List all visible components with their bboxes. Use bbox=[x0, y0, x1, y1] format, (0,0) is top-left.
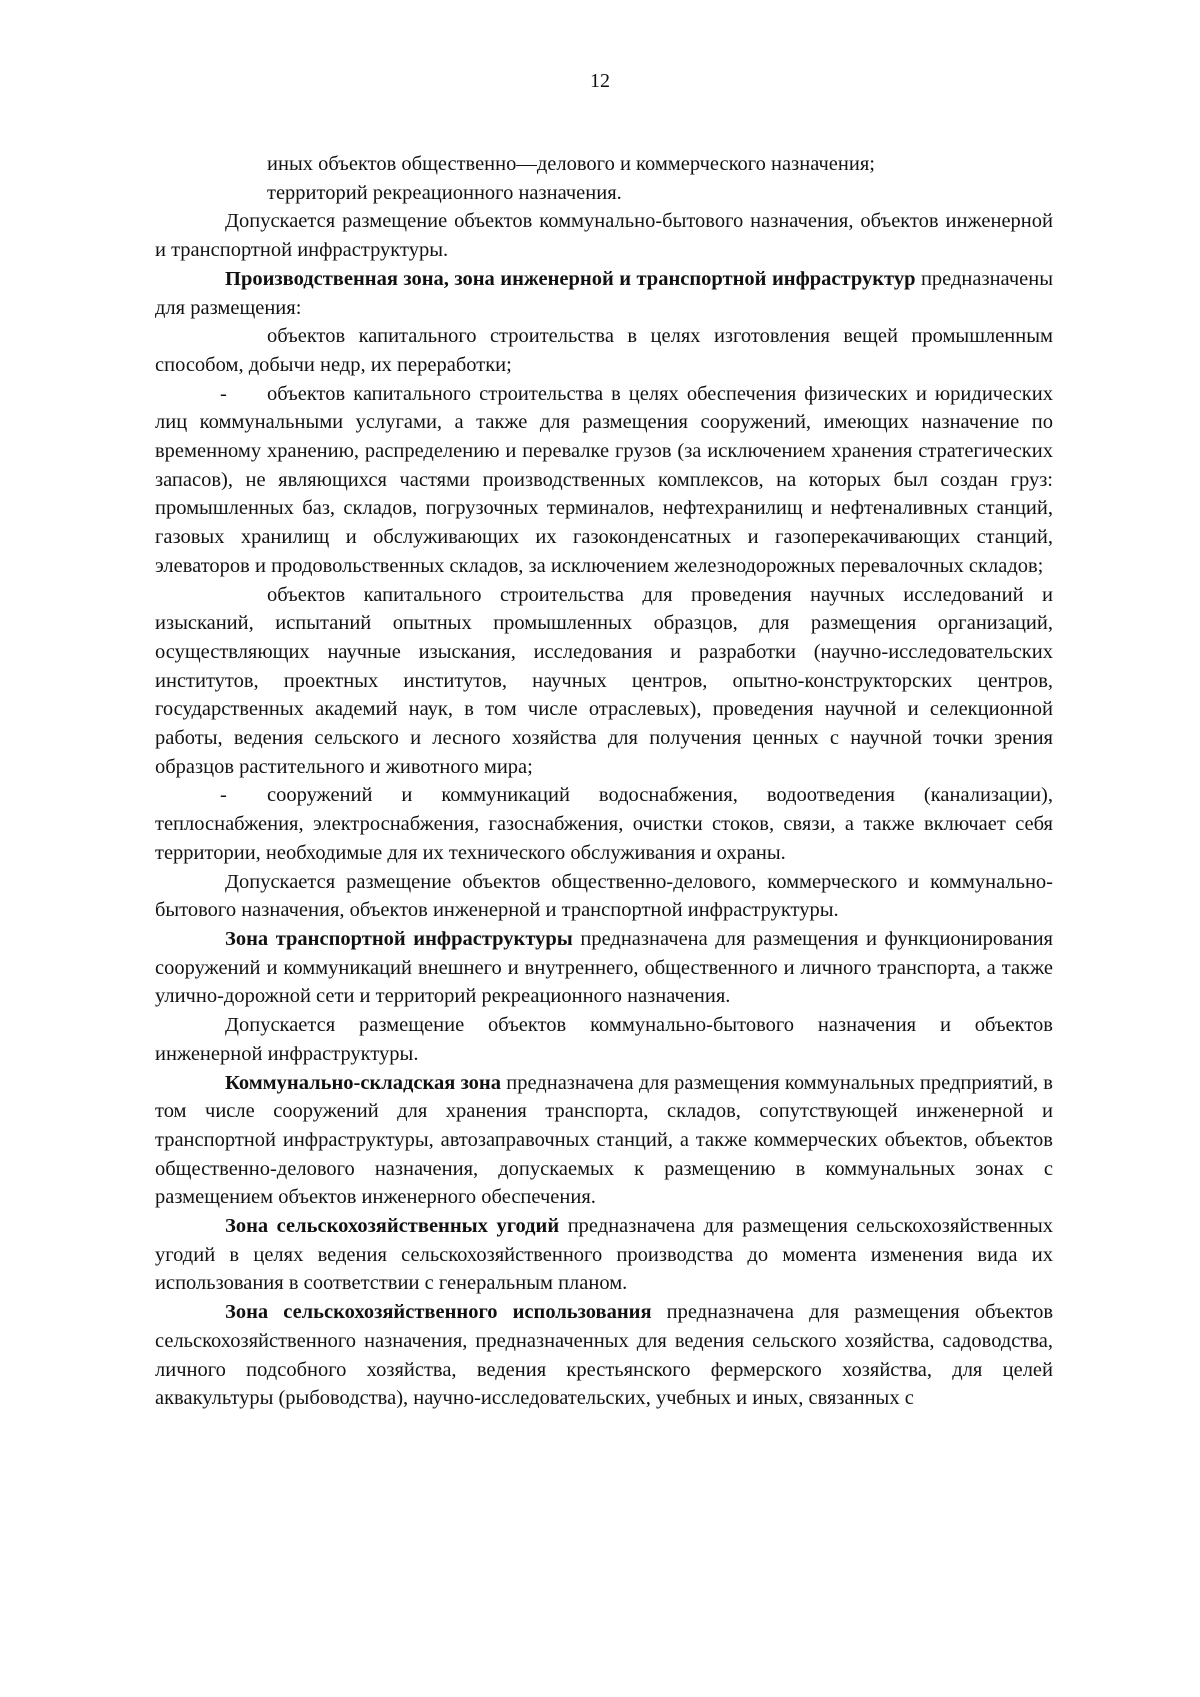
paragraph-text: предназначена для размещения коммунальных предприятий, в том числе сооружений для хранения транспорта, складов, сопутствующей инженерной и транспортной инфраструктуры, автозаправочных станций, а также коммерческих объектов, объектов общественно-делового назначения, допускаемых к размещению в коммунальных зонах с размещением объектов инженерного обеспечения. bbox=[155, 1071, 1053, 1209]
paragraph bbox=[155, 925, 1053, 1011]
paragraph-text: Допускается размещение объектов коммунально-бытового назначения и объектов инженерной инфраструктуры. bbox=[155, 1014, 1053, 1065]
zone-heading: Производственная зона, зона инженерной и транспортной инфраструктур bbox=[225, 267, 916, 290]
zone-heading: Зона сельскохозяйственного использования bbox=[225, 1301, 652, 1324]
paragraph bbox=[155, 150, 1053, 179]
zone-heading: Зона транспортной инфраструктуры bbox=[225, 927, 573, 950]
paragraph-text: Допускается размещение объектов коммунально-бытового назначения, объектов инженерной и транспортной инфраструктуры. bbox=[155, 210, 1053, 262]
paragraph bbox=[155, 207, 1053, 264]
dash-marker: - bbox=[220, 382, 227, 405]
dash-marker-box bbox=[155, 781, 267, 810]
dash-marker: - bbox=[220, 784, 227, 807]
paragraph-text: предназначены для размещения: bbox=[155, 267, 1053, 319]
zone-heading: Коммунально-складская зона bbox=[225, 1071, 501, 1094]
zone-heading: Зона сельскохозяйственных угодий bbox=[225, 1215, 560, 1238]
paragraph-text: сооружений и коммуникаций водоснабжения, водоотведения (канализации), теплоснабжения, электроснабжения, газоснабжения, очистки стоков, связи, а также включает себя территории, необходимые для их технического обслуживания и охраны. bbox=[155, 784, 1053, 864]
paragraph-text: объектов капитального строительства в целях обеспечения физических и юридических лиц коммунальными услугами, а также для размещения сооружений, имеющих назначение по временному хранению, распределению и перевалке грузов (за исключением хранения стратегических запасов), не являющихся частями производственных комплексов, на которых был создан груз: промышленных баз, складов, погрузочных терминалов, нефтехранилищ и нефтеналивных станций, газовых хранилищ и обслуживающих их газоконденсатных и газоперекачивающих станций, элеваторов и продовольственных складов, за исключением железнодорожных перевалочных складов; bbox=[155, 382, 1053, 577]
paragraph bbox=[155, 1011, 1053, 1068]
paragraph bbox=[155, 1069, 1053, 1213]
list-item bbox=[155, 781, 1053, 867]
paragraph-text: объектов капитального строительства для проведения научных исследований и изысканий, испытаний опытных промышленных образцов, для размещения организаций, осуществляющих научные изыскания, исследования и разработки (научно-исследовательских институтов, проектных институтов, научных центров, опытно-конструкторских центров, государственных академий наук, в том числе отраслевых), проведения научной и селекционной работы, ведения сельского и лесного хозяйства для получения ценных с научной точки зрения образцов растительного и животного мира; bbox=[155, 583, 1053, 778]
paragraph-text: территорий рекреационного назначения. bbox=[267, 181, 622, 204]
paragraph bbox=[155, 1212, 1053, 1298]
paragraph-text: иных объектов общественно—делового и коммерческого назначения; bbox=[267, 153, 875, 175]
dash-marker-box bbox=[155, 380, 267, 409]
paragraph-text: предназначена для размещения объектов сельскохозяйственного назначения, предназначенных для ведения сельского хозяйства, садоводства, личного подсобного хозяйства, ведения крестьянского фермерского хозяйства, для целей аквакультуры (рыбоводства), научно-исследовательских, учебных и иных, связанных с bbox=[155, 1301, 1053, 1410]
list-item bbox=[155, 380, 1053, 581]
paragraph bbox=[155, 581, 1053, 782]
page-number: 12 bbox=[590, 70, 610, 92]
paragraph-text: Допускается размещение объектов общественно-делового, коммерческого и коммунально-бытового назначения, объектов инженерной и транспортной инфраструктуры. bbox=[155, 870, 1053, 922]
paragraph bbox=[155, 265, 1053, 322]
paragraph bbox=[155, 179, 1053, 208]
paragraph bbox=[155, 1298, 1053, 1413]
document-body bbox=[155, 150, 1053, 1413]
paragraph-text: предназначена для размещения и функционирования сооружений и коммуникаций внешнего и внутреннего, общественного и личного транспорта, а также улично-дорожной сети и территорий рекреационного назначения. bbox=[155, 927, 1053, 1008]
paragraph bbox=[155, 868, 1053, 925]
paragraph-text: объектов капитального строительства в целях изготовления вещей промышленным способом, добычи недр, их переработки; bbox=[155, 325, 1053, 376]
paragraph bbox=[155, 322, 1053, 379]
paragraph-text: предназначена для размещения сельскохозяйственных угодий в целях ведения сельскохозяйственного производства до момента изменения вида их использования в соответствии с генеральным планом. bbox=[155, 1215, 1053, 1295]
